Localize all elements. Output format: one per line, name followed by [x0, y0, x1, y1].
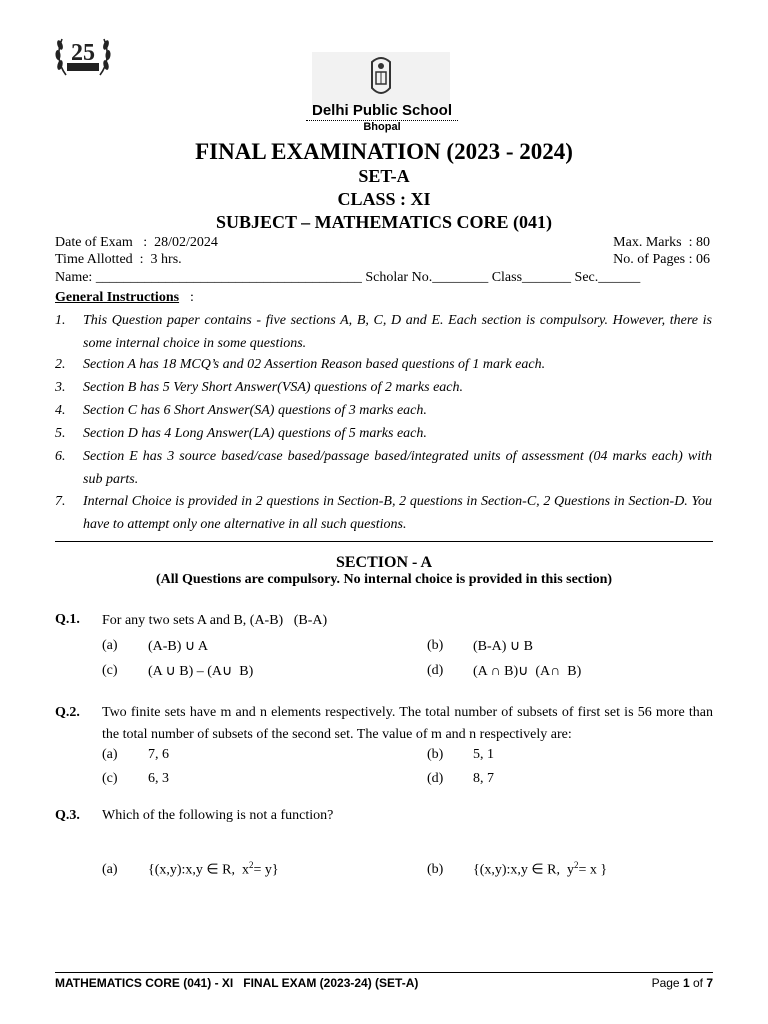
option-text: (B-A) ∪ B	[473, 639, 534, 654]
option-label: (b)	[427, 862, 444, 877]
anniversary-emblem	[52, 27, 114, 83]
question-text: Two finite sets have m and n elements respectively. The total number of subsets of first set is 56 more than the total number of subsets of the second set. The value of m and n respectively are:	[102, 705, 713, 742]
page-indicator: Page 1 of 7	[651, 976, 713, 990]
option-label: (a)	[102, 862, 118, 877]
option-text: 5, 1	[473, 747, 494, 762]
instruction-text: Section D has 4 Long Answer(LA) questions of 5 marks each.	[83, 426, 427, 441]
option-label: (a)	[102, 638, 118, 653]
option-text: 7, 6	[148, 747, 169, 762]
instructions-colon: :	[190, 290, 194, 305]
exam-set: SET-A	[358, 166, 410, 186]
option-text: {(x,y):x,y ∈ R, $x^2= y$}	[148, 860, 279, 878]
instruction-text: Internal Choice is provided in 2 questions in Section-B, 2 questions in Section-C, 2 Questions in Section-D. You have to attempt only one alternative in all such questions.	[83, 494, 712, 532]
instruction-number: 5.	[55, 426, 66, 441]
question-number: Q.2.	[55, 705, 80, 720]
option-label: (b)	[427, 638, 444, 653]
question-number: Q.3.	[55, 808, 80, 823]
school-name: Delhi Public School	[311, 102, 453, 119]
option-label: (c)	[102, 771, 118, 786]
question-text: For any two sets A and B, (A-B) (B-A)	[102, 613, 328, 628]
school-city: Bhopal	[363, 121, 401, 133]
page-count: No. of Pages : 06	[613, 252, 710, 267]
instructions-divider	[55, 541, 713, 542]
instruction-number: 4.	[55, 403, 66, 418]
question-number: Q.1.	[55, 612, 80, 627]
option-label: (a)	[102, 747, 118, 762]
instruction-text: This Question paper contains - five sections A, B, C, D and E. Each section is compulsory. However, there is some internal choice in some questions.	[83, 313, 712, 351]
option-text: 6, 3	[148, 771, 169, 786]
option-label: (b)	[427, 747, 444, 762]
instruction-text: Section E has 3 source based/case based/passage based/integrated units of assessment (04 marks each) with sub parts.	[83, 449, 712, 487]
max-marks: Max. Marks : 80	[613, 235, 710, 250]
student-details-line: Name: ______________________________________ Scholar No.________ Class_______ Sec.______	[55, 270, 641, 285]
instruction-number: 1.	[55, 313, 66, 328]
option-text: (A ∩ B)∪ (A∩ B)	[473, 664, 582, 679]
exam-date: Date of Exam : 28/02/2024	[55, 235, 218, 250]
exam-subject: SUBJECT – MATHEMATICS CORE (041)	[215, 212, 553, 232]
instruction-number: 7.	[55, 494, 66, 509]
question-text: Which of the following is not a function?	[102, 808, 334, 823]
instruction-text: Section C has 6 Short Answer(SA) questions of 3 marks each.	[83, 403, 427, 418]
option-label: (c)	[102, 663, 118, 678]
option-text: (A-B) ∪ A	[148, 639, 209, 654]
option-text: {(x,y):x,y ∈ R, $y^2= x$ }	[473, 860, 608, 878]
section-title: SECTION - A	[335, 554, 433, 571]
instruction-text: Section B has 5 Very Short Answer(VSA) questions of 2 marks each.	[83, 380, 464, 395]
footer-divider	[55, 972, 713, 973]
instruction-number: 2.	[55, 357, 66, 372]
option-text: (A ∪ B) – (A∪ B)	[148, 664, 254, 679]
exam-class: CLASS : XI	[337, 189, 431, 209]
option-label: (d)	[427, 663, 444, 678]
time-allotted: Time Allotted : 3 hrs.	[55, 252, 182, 267]
instruction-number: 3.	[55, 380, 66, 395]
instructions-heading: General Instructions	[55, 290, 180, 305]
instruction-text: Section A has 18 MCQ’s and 02 Assertion Reason based questions of 1 mark each.	[83, 357, 546, 372]
instruction-number: 6.	[55, 449, 66, 464]
footer-title: MATHEMATICS CORE (041) - XI FINAL EXAM (2023-24) (SET-A)	[55, 976, 419, 990]
exam-title: FINAL EXAMINATION (2023 - 2024)	[195, 139, 573, 164]
school-logo	[312, 52, 450, 108]
option-text: 8, 7	[473, 771, 494, 786]
section-note: (All Questions are compulsory. No internal choice is provided in this section)	[155, 572, 613, 587]
anniversary-number: 25	[71, 40, 95, 66]
option-label: (d)	[427, 771, 444, 786]
